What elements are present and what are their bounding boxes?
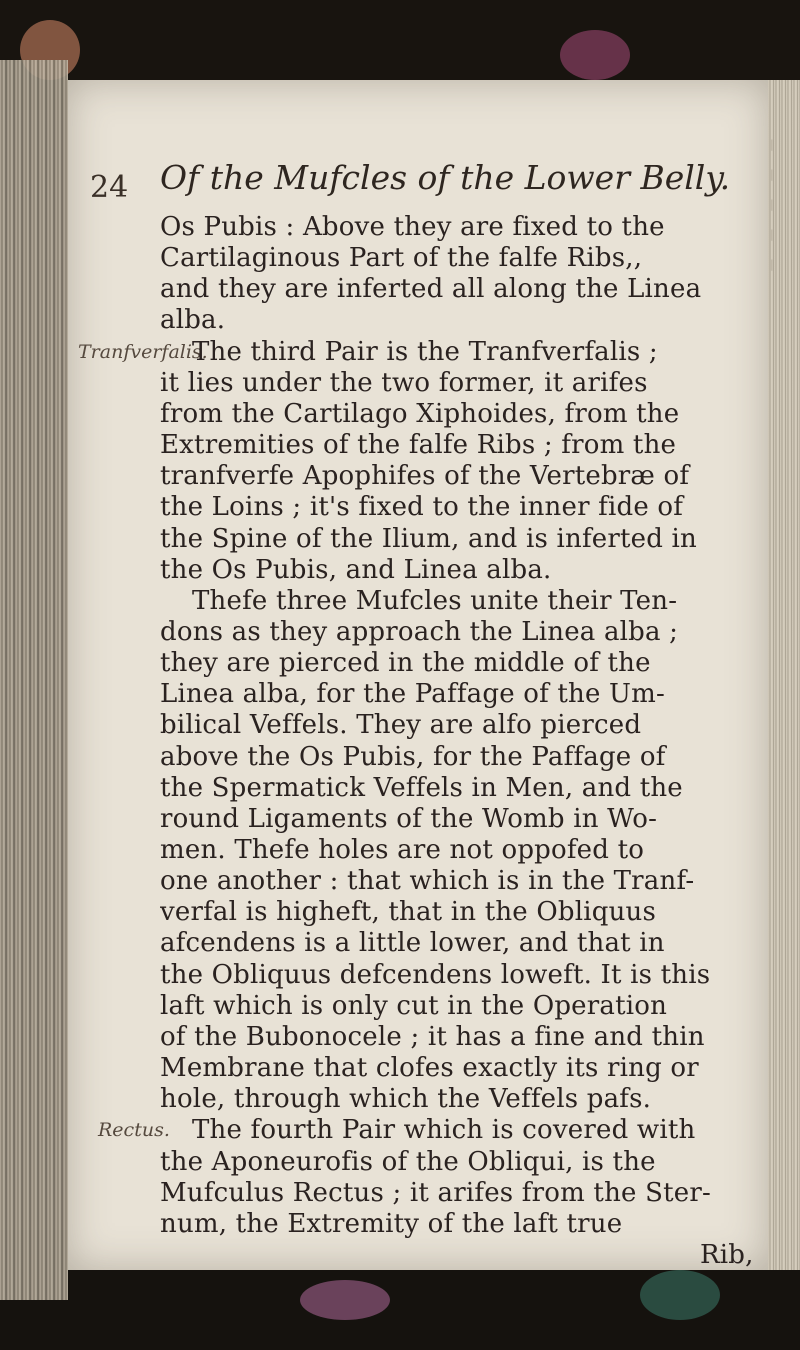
text-line: alba. — [160, 305, 226, 336]
text-line: of the Bubonocele ; it has a fine and thin — [160, 1021, 705, 1052]
text-line: the Spermatick Veffels in Men, and the — [160, 772, 683, 803]
text-line: afcendens is a little lower, and that in — [160, 928, 665, 959]
text-line: Linea alba, for the Paffage of the Um- — [160, 679, 665, 710]
text-line: tranfverfe Apophifes of the Vertebræ of — [160, 461, 690, 492]
text-line: num, the Extremity of the laft true — [160, 1208, 623, 1239]
decorative-flower — [560, 30, 630, 80]
text-line: laft which is only cut in the Operation — [160, 990, 668, 1021]
text-line: and they are inferted all along the Linea — [160, 274, 702, 305]
text-line: Rib, — [700, 1240, 754, 1270]
left-page-edges — [0, 60, 68, 1300]
running-head: Of the Mufcles of the Lower Belly. — [160, 158, 731, 197]
text-line: from the Cartilago Xiphoides, from the — [160, 398, 680, 429]
text-line: the Aponeurofis of the Obliqui, is the — [160, 1146, 656, 1177]
text-line: Extremities of the falfe Ribs ; from the — [160, 430, 677, 461]
text-line: Mufculus Rectus ; it arifes from the Ster- — [160, 1177, 711, 1208]
margin-note-transversalis: Tranfverfalis. — [78, 340, 208, 363]
text-line: Cartilaginous Part of the falfe Ribs,, — [160, 243, 643, 274]
text-line: they are pierced in the middle of the — [160, 648, 651, 679]
text-line: round Ligaments of the Womb in Wo- — [160, 803, 658, 834]
text-line: The third Pair is the Tranfverfalis ; — [192, 336, 658, 367]
decorative-flower — [300, 1280, 390, 1320]
text-line: men. Thefe holes are not oppofed to — [160, 835, 645, 866]
text-line: The fourth Pair which is covered with — [192, 1115, 696, 1146]
bleed-through-text: | | | | | — [770, 138, 774, 271]
text-line: one another : that which is in the Tranf- — [160, 866, 695, 897]
text-line: the Spine of the Ilium, and is inferted in — [160, 523, 698, 554]
page-number: 24 — [90, 170, 129, 205]
text-line: Membrane that clofes exactly its ring or — [160, 1053, 699, 1084]
text-line: verfal is higheft, that in the Obliquus — [160, 897, 657, 928]
decorative-flower — [640, 1270, 720, 1320]
margin-note-rectus: Rectus. — [98, 1119, 170, 1142]
text-line: hole, through which the Veffels pafs. — [160, 1084, 652, 1115]
text-line: bilical Veffels. They are alfo pierced — [160, 710, 642, 741]
text-line: above the Os Pubis, for the Paffage of — [160, 741, 666, 772]
text-line: the Obliquus defcendens loweft. It is this — [160, 959, 711, 990]
text-line: it lies under the two former, it arifes — [160, 367, 648, 398]
text-line: Os Pubis : Above they are fixed to the — [160, 212, 665, 242]
text-line: dons as they approach the Linea alba ; — [160, 616, 679, 647]
text-line: the Loins ; it's fixed to the inner fide of — [160, 492, 684, 523]
text-line: Thefe three Mufcles unite their Ten- — [192, 585, 678, 616]
text-line: the Os Pubis, and Linea alba. — [160, 554, 552, 585]
